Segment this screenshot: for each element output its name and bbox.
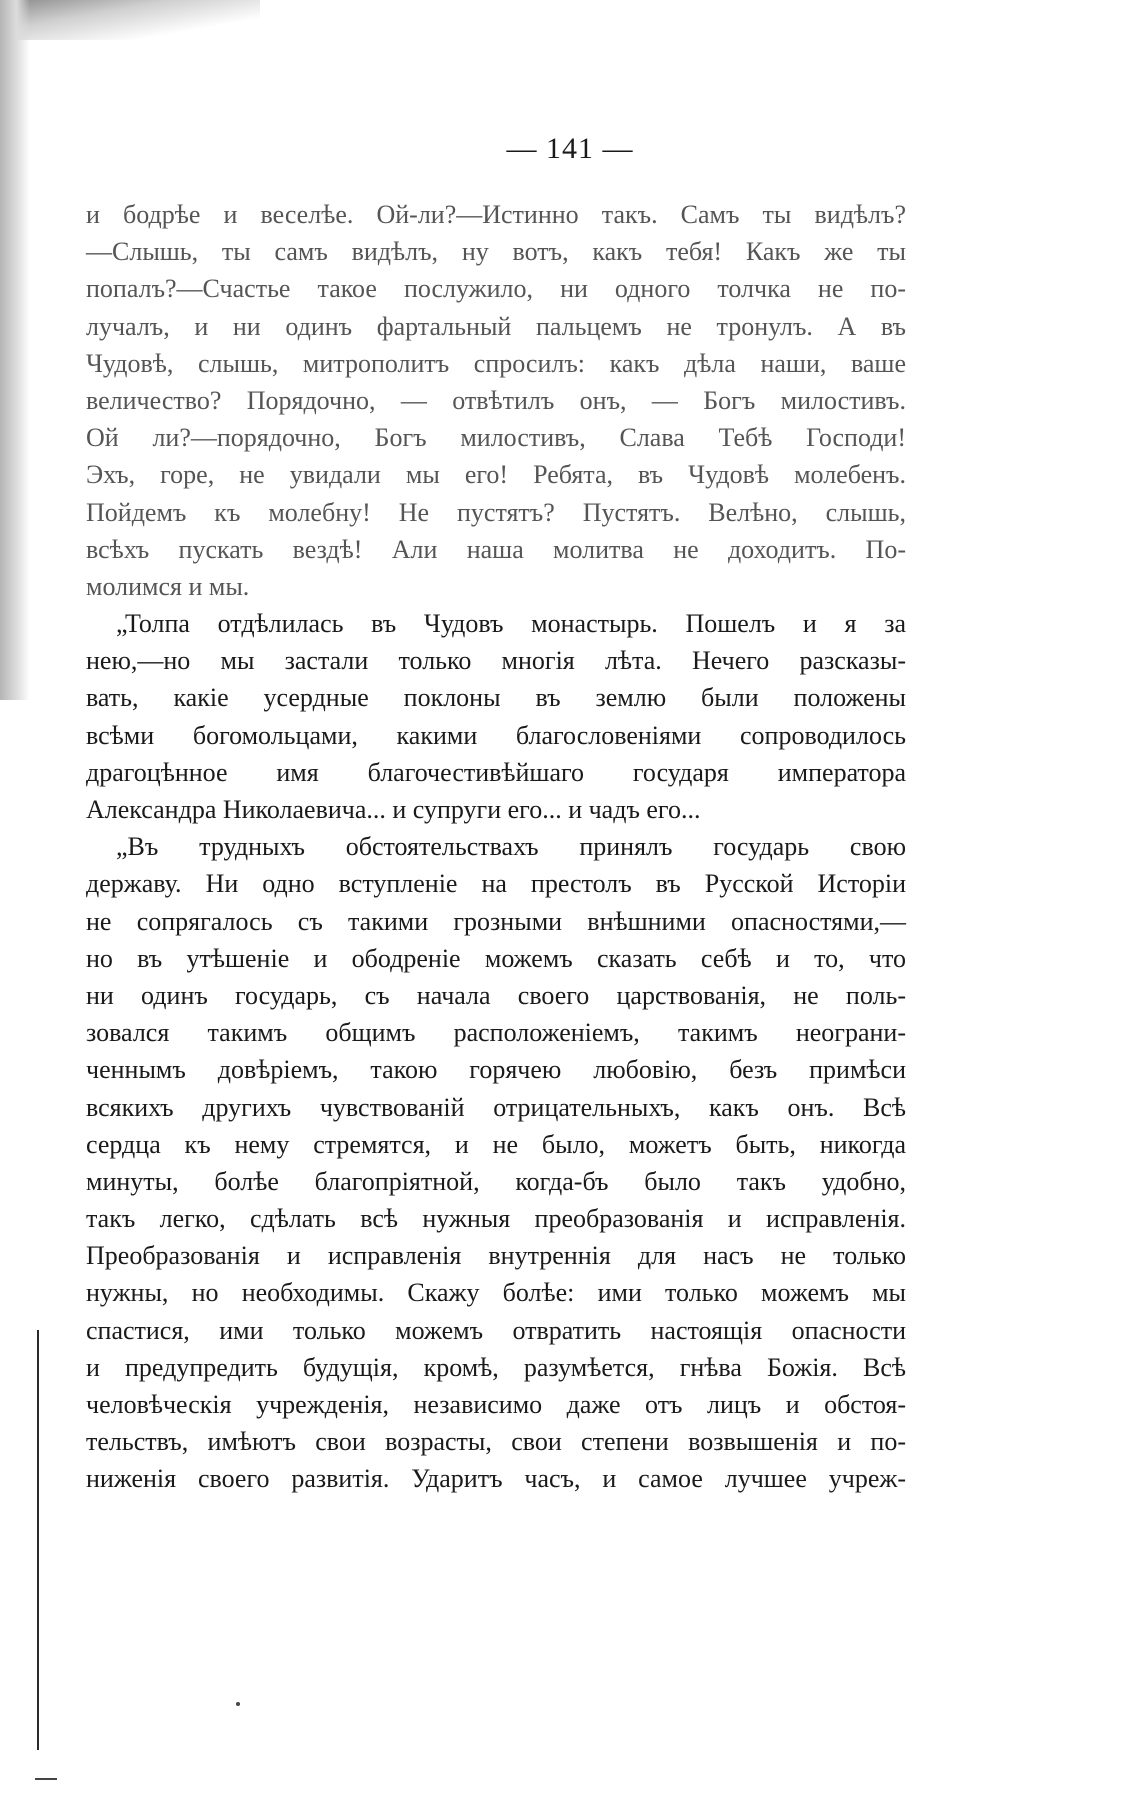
scan-shadow-corner [0,0,260,40]
text-line: всякихъ другихъ чувствованій отрицательныхъ, какъ онъ. Всѣ [86,1092,906,1122]
text-line: „Толпа отдѣлилась въ Чудовъ монастырь. Пошелъ и я за [116,609,906,639]
text-line: вать, какіе усердные поклоны въ землю были положены [86,683,906,713]
text-line: Пойдемъ къ молебну! Не пустятъ? Пустятъ. Велѣно, слышь, [86,497,906,527]
text-line: „Въ трудныхъ обстоятельствахъ принялъ государь свою [116,832,906,862]
text-line: человѣческія учрежденія, независимо даже отъ лицъ и обстоя- [86,1390,906,1419]
text-line: попалъ?—Счастье такое послужило, ни одного толчка не по- [86,274,906,304]
text-line: зовался такимъ общимъ расположеніемъ, такимъ неограни- [86,1018,906,1048]
text-line: величество? Порядочно, — отвѣтилъ онъ, — Богъ милостивъ. [86,385,906,415]
text-line: молимся и мы. [86,571,250,601]
text-line: державу. Ни одно вступленіе на престолъ въ Русской Исторіи [86,869,906,899]
text-line: такъ легко, сдѣлать всѣ нужныя преобразованія и исправленія. [86,1204,906,1234]
text-line: Преобразованія и исправленія внутреннія для насъ не только [86,1241,906,1271]
text-line: но въ утѣшеніе и ободреніе можемъ сказать себѣ и то, что [86,943,906,973]
text-line: и предупредить будущія, кромѣ, разумѣется, гнѣва Божія. Всѣ [86,1352,906,1382]
scan-shadow-edge [0,0,30,700]
scan-speck [236,1702,240,1706]
scan-margin-line [37,1330,39,1750]
text-line: Эхъ, горе, не увидали мы его! Ребята, въ Чудовѣ молебенъ. [86,460,906,490]
text-line: драгоцѣнное имя благочестивѣйшаго государя императора [86,757,906,787]
text-line: и бодрѣе и веселѣе. Ой-ли?—Истинно такъ. Самъ ты видѣлъ? [86,200,906,229]
text-line: Чудовѣ, слышь, митрополитъ спросилъ: какъ дѣла наши, ваше [86,348,906,378]
text-line: Александра Николаевича... и супруги его... и чадъ его... [86,795,701,824]
text-line: не сопрягалось съ такими грозными внѣшними опасностями,— [86,906,906,936]
text-line: ниженія своего развитія. Ударитъ часъ, и самое лучшее учреж- [86,1464,906,1494]
text-line: ченнымъ довѣріемъ, такою горячею любовію, безъ примѣси [86,1055,906,1085]
text-line: —Слышь, ты самъ видѣлъ, ну вотъ, какъ тебя! Какъ же ты [86,237,906,267]
page-number: — 141 — [506,132,634,165]
text-line: всѣми богомольцами, какими благословеніями сопроводилось [86,720,906,750]
text-line: нею,—но мы застали только многія лѣта. Нечего разсказы- [86,646,906,676]
text-line: минуты, болѣе благопріятной, когда-бъ было такъ удобно, [86,1166,906,1196]
text-line: спастися, ими только можемъ отвратить настоящія опасности [86,1315,906,1345]
text-line: лучалъ, и ни одинъ фартальный пальцемъ не тронулъ. А въ [86,311,906,341]
body-text [86,196,906,1498]
text-line: сердца къ нему стремятся, и не было, можетъ быть, никогда [86,1129,906,1159]
text-line: всѣхъ пускать вездѣ! Али наша молитва не доходитъ. По- [86,534,906,564]
text-line: Ой ли?—порядочно, Богъ милостивъ, Слава Тебѣ Господи! [86,423,906,453]
scan-margin-mark [35,1778,57,1780]
text-line: нужны, но необходимы. Скажу болѣе: ими только можемъ мы [86,1278,906,1308]
text-line: тельствъ, имѣютъ свои возрасты, свои степени возвышенія и по- [86,1427,906,1457]
text-line: ни одинъ государь, съ начала своего царствованія, не поль- [86,980,906,1010]
